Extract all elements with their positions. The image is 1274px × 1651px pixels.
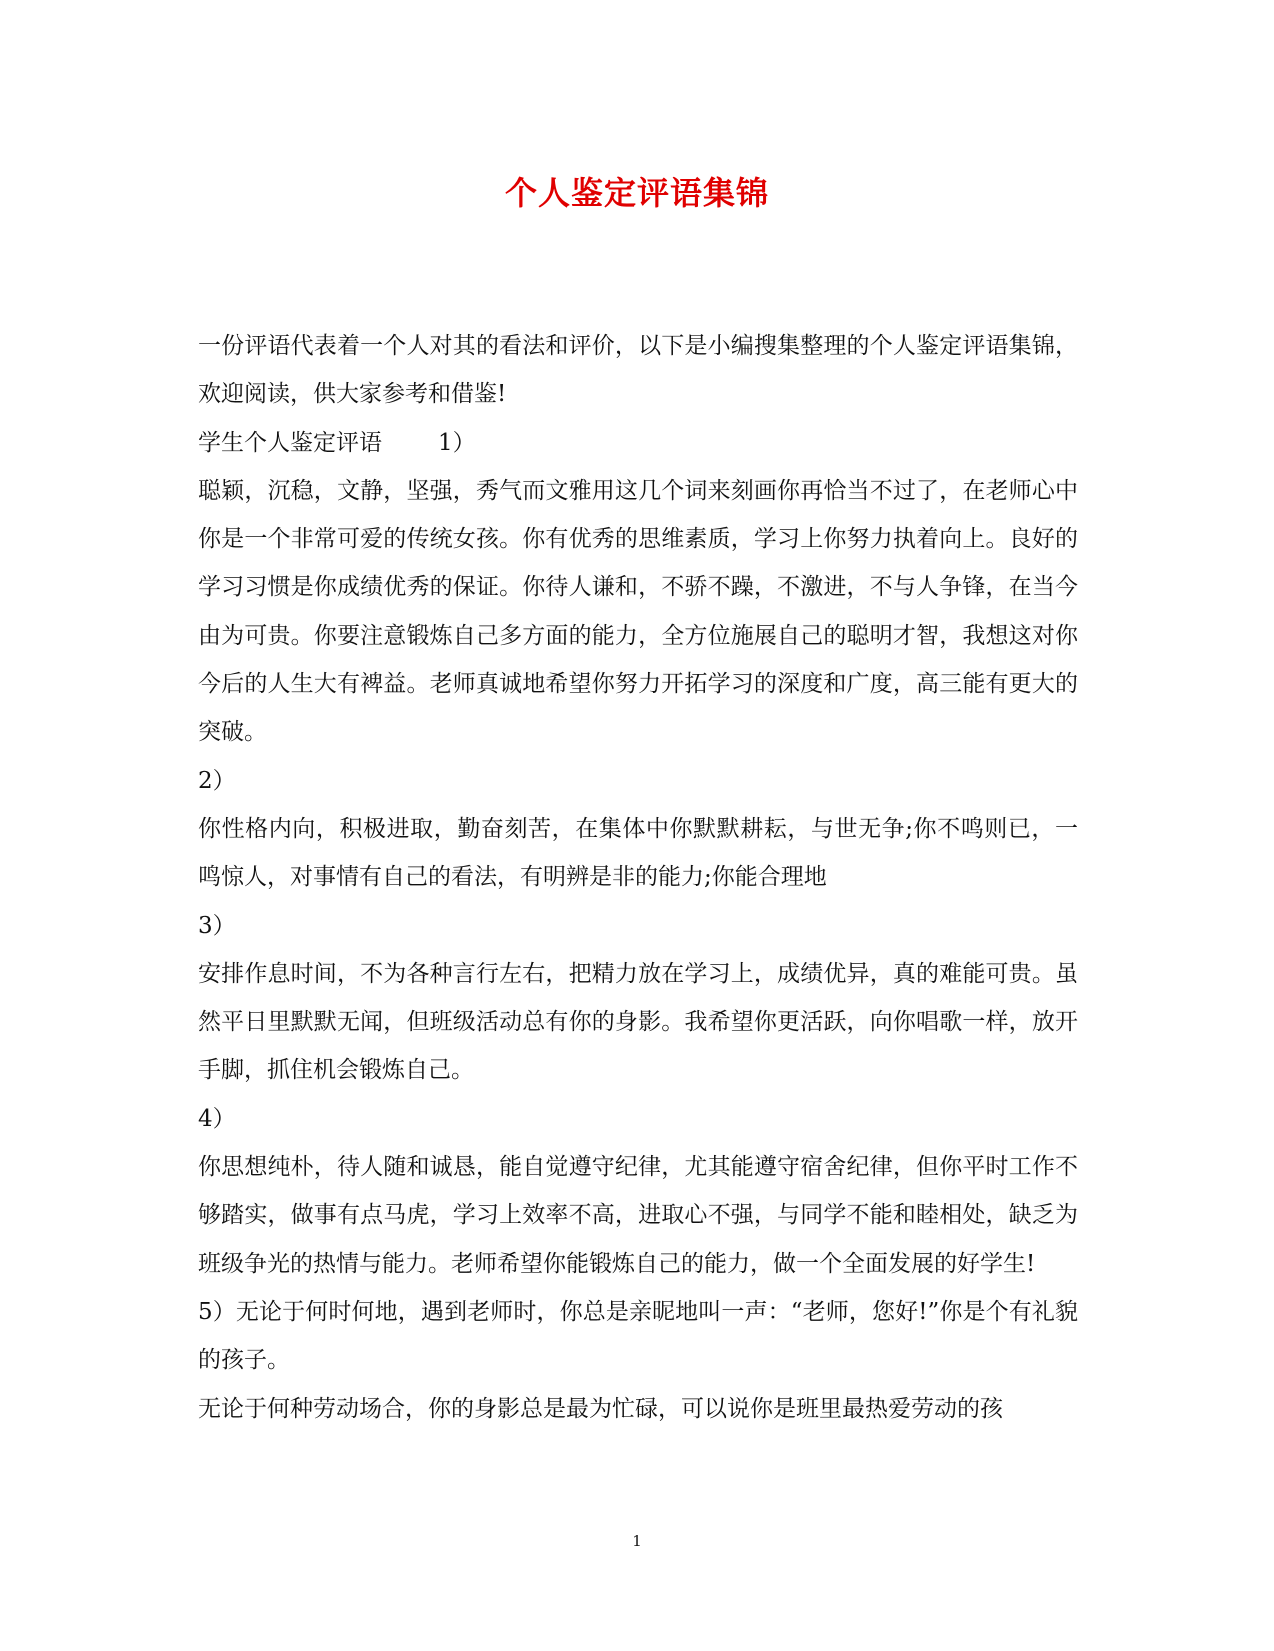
item-number-2: 2） [198,767,236,794]
section-heading [198,419,1078,467]
item-text-2: 你性格内向，积极进取，勤奋刻苦，在集体中你默默耕耘，与世无争;你不鸣则已，一鸣惊人，对事情有自己的看法，有明辨是非的能力;你能合理地 [198,815,1078,891]
item-number-1: 1） [438,429,476,456]
document-body [198,322,1078,1433]
item-number-3: 3） [198,912,236,939]
last-paragraph: 无论于何种劳动场合，你的身影总是最为忙碌，可以说你是班里最热爱劳动的孩 [198,1395,1003,1422]
item-text-5: 无论于何时何地，遇到老师时，你总是亲昵地叫一声：“老师，您好!”你是个有礼貌的孩子。 [198,1298,1079,1374]
item-number-5: 5） [198,1298,236,1325]
item-text-4: 你思想纯朴，待人随和诚恳，能自觉遵守纪律，尤其能遵守宿舍纪律，但你平时工作不够踏实，做事有点马虎，学习上效率不高，进取心不强，与同学不能和睦相处，缺乏为班级争光的热情与能力。老师希望你能锻炼自己的能力，做一个全面发展的好学生! [198,1154,1078,1277]
document-title: 个人鉴定评语集锦 [504,174,769,212]
item-text-3: 安排作息时间，不为各种言行左右，把精力放在学习上，成绩优异，真的难能可贵。虽然平日里默默无闻，但班级活动总有你的身影。我希望你更活跃，向你唱歌一样，放开手脚，抓住机会锻炼自己。 [198,960,1078,1084]
item-number-4: 4） [198,1105,236,1132]
intro-paragraph: 一份评语代表着一个人对其的看法和评价，以下是小编搜集整理的个人鉴定评语集锦，欢迎阅读，供大家参考和借鉴! [198,333,1078,408]
item-5-paragraph [198,1288,1078,1385]
item-text-1: 聪颖，沉稳，文静，坚强，秀气而文雅用这几个词来刻画你再恰当不过了，在老师心中你是一个非常可爱的传统女孩。你有优秀的思维素质，学习上你努力执着向上。良好的学习习惯是你成绩优秀的保证。你待人谦和，不骄不躁，不激进，不与人争锋，在当今由为可贵。你要注意锻炼自己多方面的能力，全方位施展自己的聪明才智，我想这对你今后的人生大有裨益。老师真诚地希望你努力开拓学习的深度和广度，高三能有更大的突破。 [198,477,1078,746]
page-number: 1 [632,1532,642,1550]
section-label: 学生个人鉴定评语 [198,429,382,456]
